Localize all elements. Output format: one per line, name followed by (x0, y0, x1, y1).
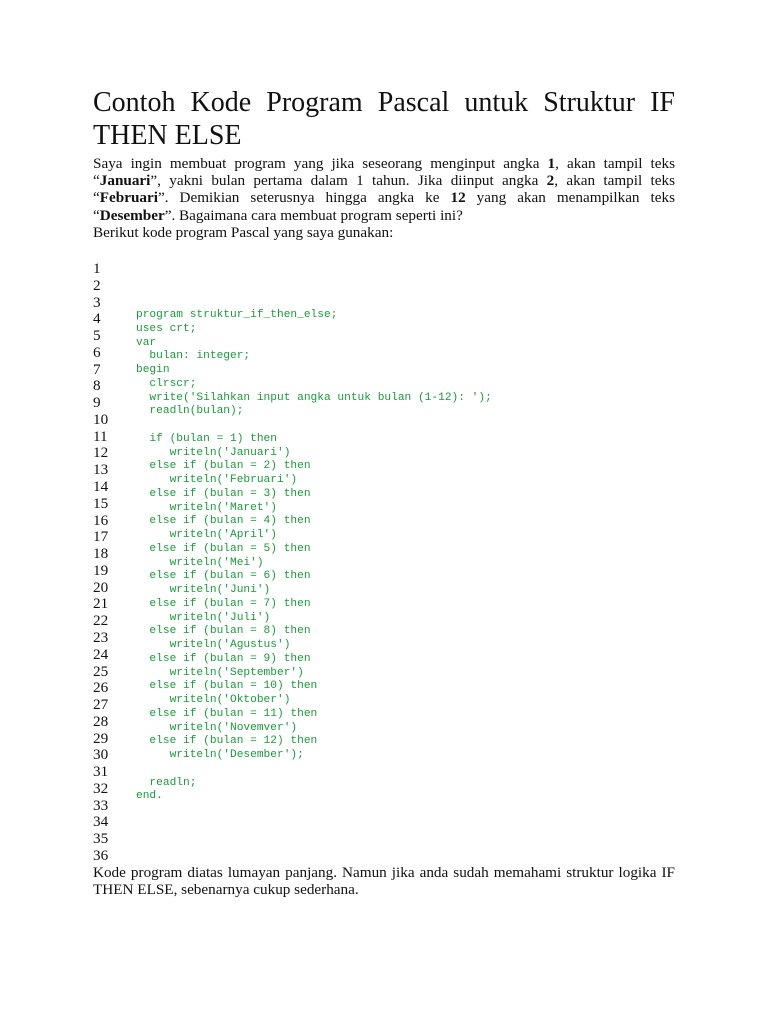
line-number: 7 (93, 360, 101, 378)
code-line: writeln('Agustus') (136, 639, 291, 651)
text-run: “ (93, 189, 100, 207)
code-line: writeln('Oktober') (136, 694, 291, 706)
text-run: Saya ingin membuat program yang jika seseorang menginput angka (93, 155, 548, 172)
line-number: 36 (93, 847, 109, 864)
closing-paragraph (93, 864, 675, 898)
paragraph-line-2 (93, 172, 675, 189)
line-number: 20 (93, 578, 109, 596)
code-line: else if (bulan = 2) then (136, 460, 311, 473)
line-number: 27 (93, 696, 109, 714)
line-number: 34 (93, 813, 109, 831)
line-number: 12 (93, 444, 109, 462)
code-line: begin (136, 364, 170, 376)
line-number: 17 (93, 528, 109, 546)
code-line: else if (bulan = 10) then (136, 680, 318, 693)
line-number: 13 (93, 461, 109, 479)
code-line: end. (136, 790, 163, 803)
bold-month: Februari (99, 189, 158, 207)
code-line: writeln('September') (136, 666, 304, 679)
line-number: 19 (93, 561, 109, 579)
line-number: 9 (93, 394, 101, 412)
line-number: 11 (93, 427, 108, 445)
question-paragraph (93, 155, 675, 224)
text-run: , akan tampil teks (555, 155, 675, 172)
line-number: 31 (93, 763, 109, 781)
code-line: clrscr; (136, 377, 197, 390)
text-run: yang akan menampilkan teks (465, 189, 675, 207)
code-line: write('Silahkan input angka untuk bulan (1-12): '); (136, 391, 492, 404)
code-intro: Berikut kode program Pascal yang saya gunakan: (93, 224, 394, 241)
closing-line-2: THEN ELSE, sebenarnya cukup sederhana. (93, 881, 359, 899)
line-number: 22 (93, 612, 109, 630)
bold-month: Desember (99, 206, 165, 224)
line-number: 4 (93, 310, 101, 328)
line-number: 18 (93, 545, 109, 563)
line-number: 23 (93, 628, 109, 646)
line-number: 5 (93, 327, 101, 345)
code-line: if (bulan = 1) then (136, 432, 277, 445)
code-line: else if (bulan = 11) then (136, 707, 318, 720)
code-line: writeln('April') (136, 529, 277, 541)
code-line: else if (bulan = 8) then (136, 625, 311, 638)
line-number: 35 (93, 830, 109, 848)
text-run: ”. Bagaimana cara membuat program seperti ini? (164, 206, 463, 224)
text-run: “ (93, 172, 100, 190)
text-run: ”. Demikian seterusnya hingga angka ke (157, 189, 451, 207)
paragraph-line-1 (93, 155, 675, 172)
code-line: writeln('Januari') (136, 446, 291, 459)
line-number: 2 (93, 276, 101, 294)
line-number: 32 (93, 779, 109, 797)
page-title (93, 86, 675, 152)
code-line: program struktur_if_then_else; (136, 309, 338, 321)
line-number: 26 (93, 679, 109, 697)
line-number: 10 (93, 410, 109, 428)
code-line: else if (bulan = 5) then (136, 542, 311, 555)
line-number: 8 (93, 377, 101, 395)
line-number: 33 (93, 796, 109, 814)
code-line: readln; (136, 776, 197, 789)
code-line: writeln('Novemver') (136, 721, 298, 734)
code-line: readln(bulan); (136, 405, 244, 418)
closing-line-1: Kode program diatas lumayan panjang. Namun jika anda sudah memahami struktur logika IF (93, 864, 675, 881)
code-line: else if (bulan = 12) then (136, 735, 318, 748)
code-line: writeln('Mei') (136, 556, 264, 569)
line-number: 30 (93, 746, 109, 764)
code-line: writeln('Maret') (136, 501, 277, 514)
code-line: else if (bulan = 6) then (136, 570, 311, 583)
line-number: 21 (93, 595, 109, 613)
line-number: 24 (93, 645, 109, 663)
line-number: 14 (93, 478, 109, 496)
code-line: writeln('Juli') (136, 611, 271, 624)
text-run: ”, yakni bulan pertama dalam 1 tahun. Jika diinput angka (150, 172, 547, 190)
text-run: , akan tampil teks (554, 172, 675, 190)
code-line: bulan: integer; (136, 350, 251, 363)
code-line: writeln('Juni') (136, 584, 271, 596)
code-line: else if (bulan = 3) then (136, 487, 311, 500)
bold-number: 1 (547, 155, 556, 172)
line-number: 29 (93, 729, 109, 747)
line-number: 16 (93, 511, 109, 529)
line-number: 6 (93, 343, 101, 361)
code-line: var (136, 336, 157, 349)
code-line: else if (bulan = 4) then (136, 515, 311, 528)
bold-number: 12 (450, 189, 466, 207)
code-line: else if (bulan = 9) then (136, 652, 311, 665)
text-run: “ (93, 206, 100, 224)
bold-month: Januari (99, 172, 151, 190)
code-line: else if (bulan = 7) then (136, 597, 311, 610)
line-number: 28 (93, 712, 109, 730)
code-line: uses crt; (136, 322, 197, 335)
paragraph-line-3 (93, 189, 675, 206)
code-line: writeln('Desember'); (136, 749, 304, 761)
line-number: 15 (93, 494, 109, 512)
code-line: writeln('Februari') (136, 474, 298, 486)
paragraph-line-4 (93, 207, 675, 224)
line-number: 1 (93, 260, 101, 277)
bold-number: 2 (546, 172, 555, 190)
title-line-2: THEN ELSE (93, 120, 242, 151)
line-number: 3 (93, 293, 101, 311)
title-line-1: Contoh Kode Program Pascal untuk Struktur IF (93, 87, 675, 118)
line-number: 25 (93, 662, 109, 680)
